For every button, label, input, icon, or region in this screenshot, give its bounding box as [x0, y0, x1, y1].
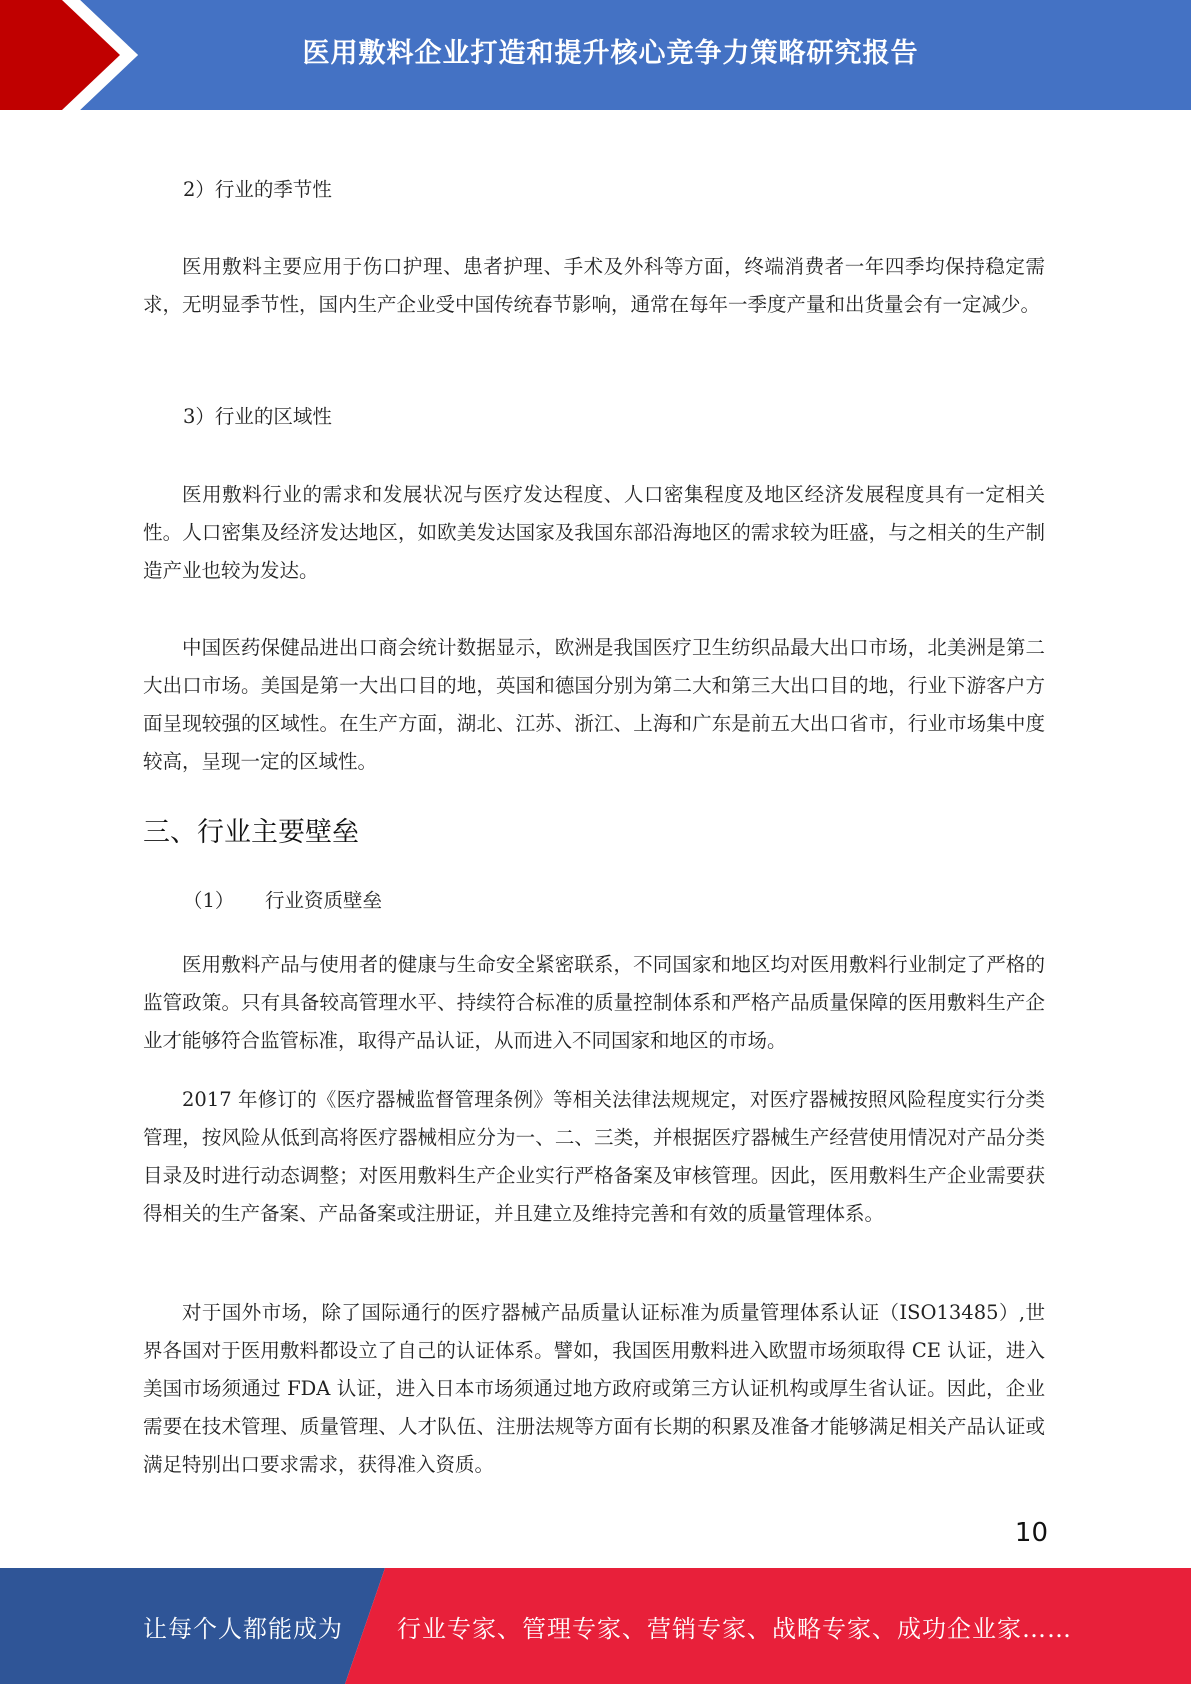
footer-slogan-right: 行业专家、管理专家、营销专家、战略专家、成功企业家…… [397, 1614, 1072, 1643]
qualification-number: （1） [183, 889, 235, 912]
regional-paragraph-1: 医用敷料行业的需求和发展状况与医疗发达程度、人口密集程度及地区经济发展程度具有一定相关性。人口密集及经济发达地区，如欧美发达国家及我国东部沿海地区的需求较为旺盛，与之相关的生产制造产业也较为发达。 [143, 483, 1045, 582]
report-title: 医用敷料企业打造和提升核心竞争力策略研究报告 [302, 37, 919, 69]
regional-paragraph-2: 中国医药保健品进出口商会统计数据显示，欧洲是我国医疗卫生纺织品最大出口市场，北美洲是第二大出口市场。美国是第一大出口目的地，英国和德国分别为第二大和第三大出口目的地，行业下游客户方面呈现较强的区域性。在生产方面，湖北、江苏、浙江、上海和广东是前五大出口省市，行业市场集中度较高，呈现一定的区域性。 [143, 636, 1045, 773]
qualification-heading: 行业资质壁垒 [265, 889, 383, 912]
footer-slogan-left: 让每个人都能成为 [143, 1614, 343, 1643]
page-header [0, 0, 1191, 110]
seasonality-paragraph: 医用敷料主要应用于伤口护理、患者护理、手术及外科等方面，终端消费者一年四季均保持稳定需求，无明显季节性，国内生产企业受中国传统春节影响，通常在每年一季度产量和出货量会有一定减少。 [143, 255, 1045, 316]
regional-heading: 3）行业的区域性 [183, 405, 332, 428]
page-footer [0, 1568, 1191, 1684]
page-number: 10 [1014, 1518, 1048, 1548]
barriers-section-title: 三、行业主要壁垒 [143, 817, 359, 848]
qualification-heading-row [183, 886, 382, 916]
qualification-paragraph-3: 对于国外市场，除了国际通行的医疗器械产品质量认证标准为质量管理体系认证（ISO13485）,世界各国对于医用敷料都设立了自己的认证体系。譬如，我国医用敷料进入欧盟市场须取得 CE 认证，进入美国市场须通过 FDA 认证，进入日本市场须通过地方政府或第三方认证机构或厚生省认证。因此，企业需要在技术管理、质量管理、人才队伍、注册法规等方面有长期的积累及准备才能够满足相关产品认证或满足特别出口要求需求，获得准入资质。 [143, 1301, 1045, 1476]
qualification-paragraph-1: 医用敷料产品与使用者的健康与生命安全紧密联系，不同国家和地区均对医用敷料行业制定了严格的监管政策。只有具备较高管理水平、持续符合标准的质量控制体系和严格产品质量保障的医用敷料生产企业才能够符合监管标准，取得产品认证，从而进入不同国家和地区的市场。 [143, 953, 1045, 1052]
qualification-paragraph-2: 2017 年修订的《医疗器械监督管理条例》等相关法律法规规定，对医疗器械按照风险程度实行分类管理，按风险从低到高将医疗器械相应分为一、二、三类，并根据医疗器械生产经营使用情况对产品分类目录及时进行动态调整；对医用敷料生产企业实行严格备案及审核管理。因此，医用敷料生产企业需要获得相关的生产备案、产品备案或注册证，并且建立及维持完善和有效的质量管理体系。 [143, 1088, 1045, 1225]
seasonality-heading: 2）行业的季节性 [183, 178, 332, 201]
